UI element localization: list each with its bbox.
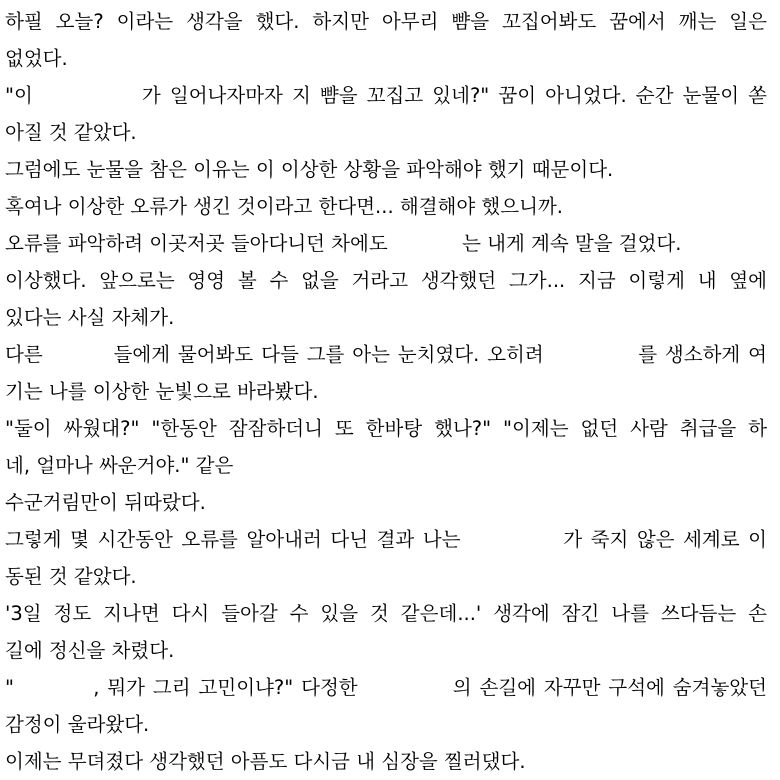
text-line: 하필 오늘? 이라는 생각을 했다. 하지만 아무리 뺨을 꼬집어봐도 꿈에서 깨는 일은 xyxy=(5,10,767,33)
text-line: 감정이 울라왔다. xyxy=(5,713,150,736)
text-line: 혹여나 이상한 오류가 생긴 것이라고 한다면... 해결해야 했으니까. xyxy=(5,195,563,218)
text-line: " , 뭐가 그리 고민이냐?" 다정한 의 손길에 자꾸만 구석에 숨겨놓았던 xyxy=(5,676,767,699)
document-body xyxy=(5,3,767,780)
text-line: 길에 정신을 차렸다. xyxy=(5,639,175,662)
text-line: 이상했다. 앞으로는 영영 볼 수 없을 거라고 생각했던 그가... 지금 이렇게 내 옆에 xyxy=(5,269,767,292)
text-line: 다른 들에게 물어봐도 다들 그를 아는 눈치였다. 오히려 를 생소하게 여 xyxy=(5,343,767,366)
text-line: 없었다. xyxy=(5,47,68,70)
text-line: 기는 나를 이상한 눈빛으로 바라봤다. xyxy=(5,380,319,403)
text-line: 네, 얼마나 싸운거야." 같은 xyxy=(5,454,234,477)
text-line: "이 가 일어나자마자 지 뺨을 꼬집고 있네?" 꿈이 아니었다. 순간 눈물이 쏟 xyxy=(5,84,767,107)
text-line: "둘이 싸웠대?" "한동안 잠잠하더니 또 한바탕 했나?" "이제는 없던 사람 취급을 하 xyxy=(5,417,767,440)
text-line: 있다는 사실 자체가. xyxy=(5,306,175,329)
text-line: 동된 것 같았다. xyxy=(5,565,137,588)
text-line: 그럼에도 눈물을 참은 이유는 이 이상한 상황을 파악해야 했기 때문이다. xyxy=(5,158,614,181)
text-line: 그렇게 몇 시간동안 오류를 알아내러 다닌 결과 나는 가 죽지 않은 세계로 이 xyxy=(5,528,767,551)
text-line: 이제는 무뎌졌다 생각했던 아픔도 다시금 내 심장을 찔러댔다. xyxy=(5,750,526,773)
text-line: '3일 정도 지나면 다시 들아갈 수 있을 것 같은데...' 생각에 잠긴 나를 쓰다듬는 손 xyxy=(5,602,767,625)
text-line: 오류를 파악하려 이곳저곳 들아다니던 차에도 는 내게 계속 말을 걸었다. xyxy=(5,232,682,255)
text-line: 아질 것 같았다. xyxy=(5,121,137,144)
text-line: 수군거림만이 뒤따랐다. xyxy=(5,491,206,514)
